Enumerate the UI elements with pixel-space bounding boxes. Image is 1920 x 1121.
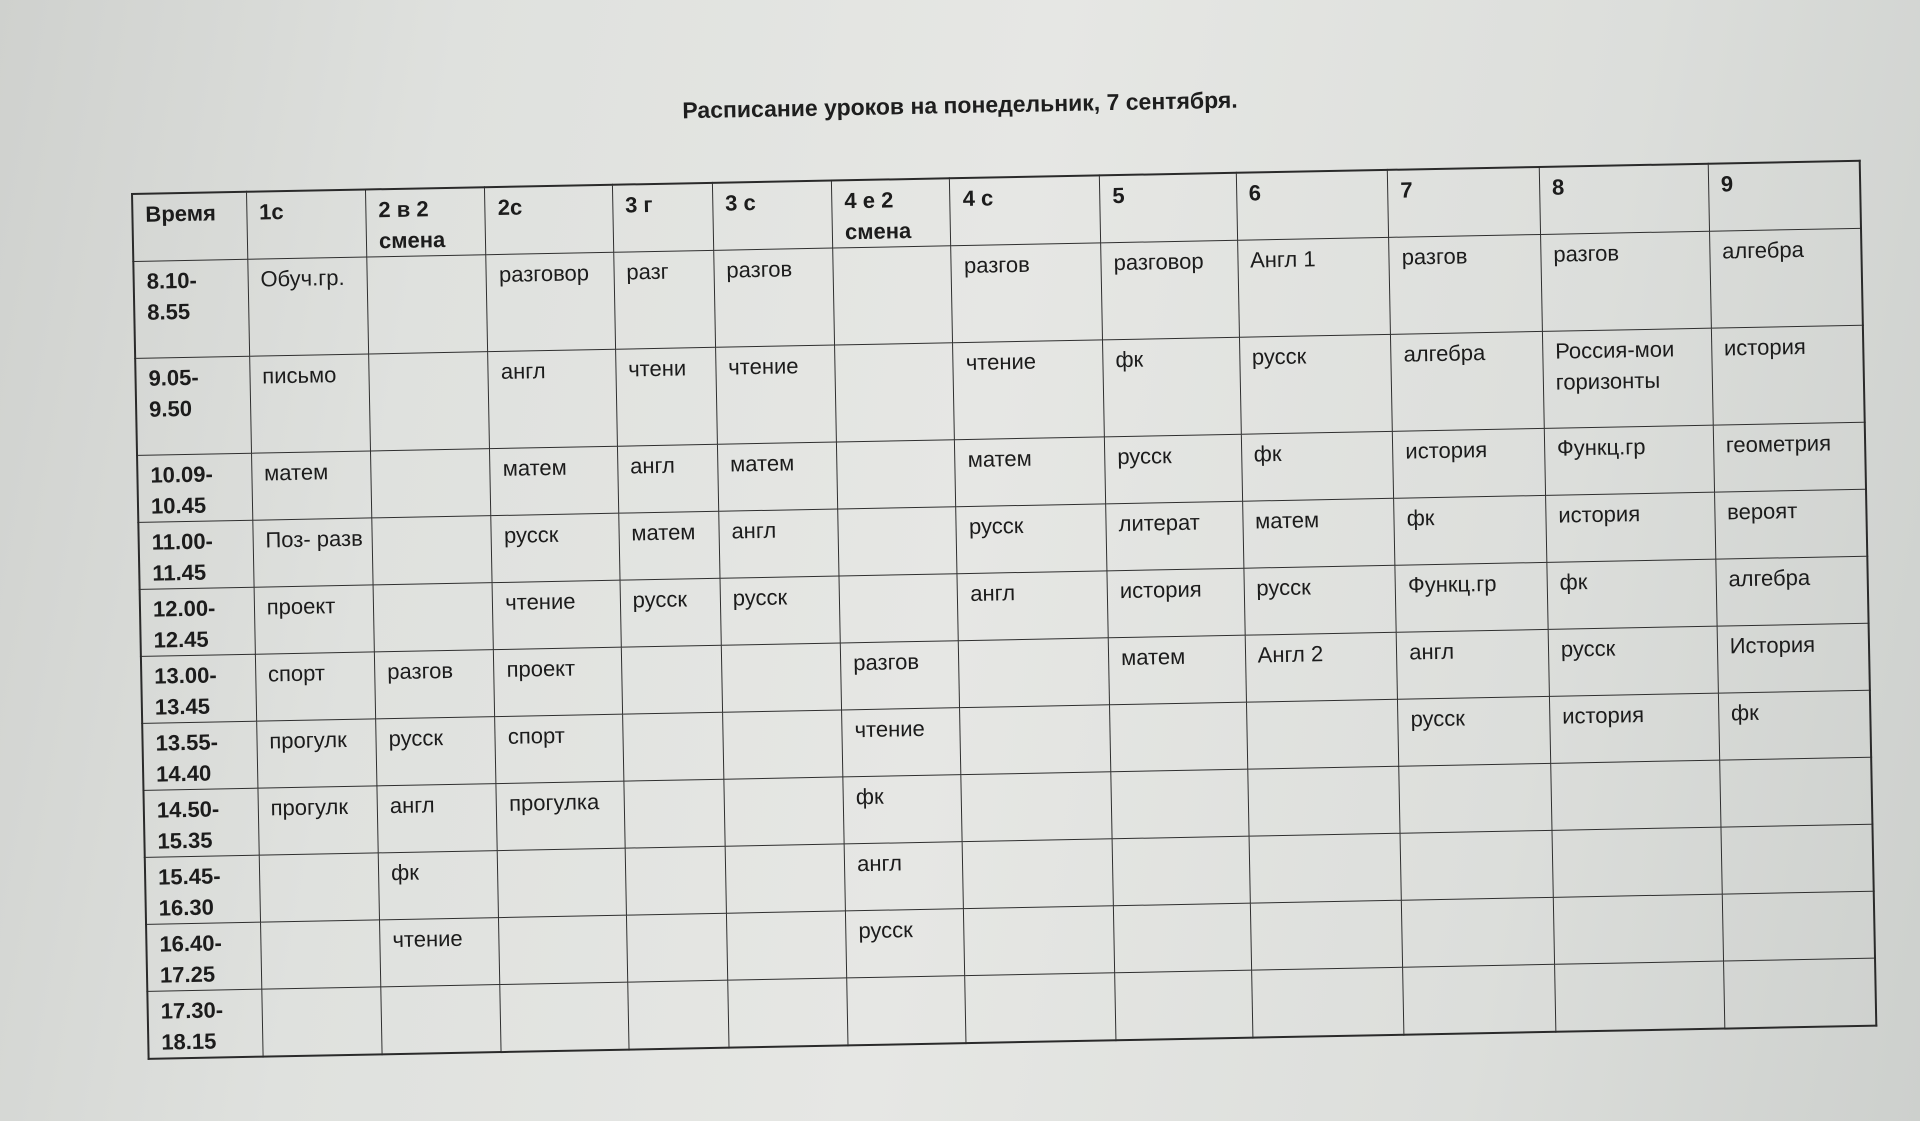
lesson-cell: чтени — [615, 347, 717, 446]
lesson-cell: русск — [720, 576, 841, 645]
lesson-cell: разг — [613, 250, 715, 349]
lesson-cell: разгов — [714, 248, 835, 347]
lesson-cell — [959, 638, 1110, 708]
lesson-cell: матем — [251, 451, 372, 520]
lesson-cell — [373, 583, 494, 652]
lesson-cell: матем — [618, 511, 719, 580]
lesson-cell — [835, 343, 955, 442]
lesson-cell — [960, 705, 1111, 775]
lesson-cell: англ — [488, 349, 617, 448]
lesson-cell — [847, 976, 967, 1046]
lesson-cell — [1110, 702, 1248, 772]
lesson-cell: литерат — [1106, 501, 1244, 571]
lesson-cell: англ — [719, 509, 840, 578]
lesson-cell: алгебра — [1391, 331, 1544, 431]
time-cell: 10.09- 10.45 — [137, 453, 253, 522]
time-cell: 8.10- 8.55 — [133, 259, 249, 358]
lesson-cell: спорт — [255, 652, 376, 721]
lesson-cell — [964, 906, 1115, 976]
lesson-cell — [259, 853, 380, 922]
lesson-cell — [367, 255, 488, 354]
lesson-cell: фк — [378, 851, 499, 920]
lesson-cell: русск — [1104, 434, 1242, 504]
lesson-cell: матем — [490, 446, 619, 515]
lesson-cell — [260, 920, 381, 989]
lesson-cell — [838, 507, 958, 576]
lesson-cell — [1249, 833, 1402, 903]
lesson-cell: фк — [843, 775, 963, 844]
lesson-cell — [1402, 897, 1555, 967]
lesson-cell: история — [1393, 428, 1546, 498]
lesson-cell: русск — [376, 717, 497, 786]
lesson-cell: Англ 1 — [1237, 237, 1390, 337]
lesson-cell — [624, 779, 725, 848]
header-class-6: 6 — [1236, 170, 1389, 240]
time-cell: 13.55- 14.40 — [142, 721, 258, 790]
lesson-cell — [372, 516, 493, 585]
lesson-cell — [371, 449, 492, 518]
lesson-cell — [833, 246, 953, 345]
lesson-cell: русск — [1239, 334, 1392, 434]
lesson-cell: русск — [846, 909, 966, 978]
lesson-cell: фк — [1718, 690, 1871, 760]
lesson-cell — [381, 985, 502, 1055]
lesson-cell: русск — [956, 504, 1107, 574]
lesson-cell: русск — [1548, 626, 1718, 696]
lesson-cell — [622, 712, 723, 781]
lesson-cell: разгов — [1389, 234, 1542, 334]
time-cell: 11.00- 11.45 — [138, 520, 254, 589]
lesson-cell — [500, 982, 629, 1052]
lesson-cell — [1112, 836, 1250, 906]
header-class-8: 8 — [1539, 164, 1709, 235]
lesson-cell: чтение — [715, 345, 836, 444]
lesson-cell — [1719, 757, 1872, 827]
lesson-cell: история — [1549, 693, 1719, 763]
lesson-cell — [726, 911, 847, 980]
lesson-cell: прогулк — [258, 786, 379, 855]
lesson-cell: фк — [1547, 559, 1717, 629]
header-class-3c: 3 с — [712, 181, 833, 251]
lesson-cell: история — [1711, 325, 1865, 425]
lesson-cell — [837, 440, 957, 509]
schedule-table-wrapper — [131, 160, 1877, 1060]
lesson-cell — [722, 710, 843, 779]
lesson-cell: геометрия — [1713, 422, 1866, 492]
header-class-4e: 4 е 2 смена — [832, 178, 952, 248]
lesson-cell: матем — [717, 442, 838, 511]
lesson-cell: англ — [617, 444, 718, 513]
lesson-cell: чтение — [380, 918, 501, 987]
time-cell: 16.40- 17.25 — [146, 922, 262, 991]
lesson-cell: прогулк — [256, 719, 377, 788]
lesson-cell: фк — [1241, 431, 1394, 501]
lesson-cell: разгов — [840, 641, 960, 710]
lesson-cell — [1250, 900, 1403, 970]
lesson-cell: Функц.гр — [1544, 425, 1714, 495]
lesson-cell — [1113, 903, 1251, 973]
lesson-cell: матем — [1108, 635, 1246, 705]
lesson-cell: англ — [377, 784, 498, 853]
time-cell: 17.30- 18.15 — [147, 989, 263, 1059]
lesson-cell — [963, 839, 1114, 909]
lesson-cell: Обуч.гр. — [248, 257, 369, 356]
header-class-1c: 1с — [246, 189, 367, 259]
lesson-cell — [1403, 964, 1556, 1034]
schedule-table — [131, 160, 1877, 1060]
lesson-cell: история — [1545, 492, 1715, 562]
lesson-cell: Россия-мои горизонты — [1542, 328, 1713, 428]
header-class-2v: 2 в 2 смена — [366, 187, 487, 257]
lesson-cell: Англ 2 — [1245, 632, 1398, 702]
header-class-5: 5 — [1099, 173, 1237, 243]
lesson-cell: чтение — [492, 580, 621, 649]
lesson-cell — [961, 772, 1112, 842]
header-class-9: 9 — [1708, 161, 1861, 231]
lesson-cell — [1246, 699, 1399, 769]
lesson-cell: история — [1107, 568, 1245, 638]
lesson-cell: прогулка — [496, 781, 625, 850]
lesson-cell: вероят — [1714, 489, 1867, 559]
time-cell: 15.45- 16.30 — [145, 855, 261, 924]
lesson-cell — [1400, 830, 1553, 900]
header-time: Время — [132, 192, 248, 262]
lesson-cell: разгов — [374, 650, 495, 719]
lesson-cell: матем — [955, 437, 1106, 507]
lesson-cell: англ — [957, 571, 1108, 641]
lesson-cell: письмо — [249, 354, 370, 453]
lesson-cell: фк — [1394, 495, 1547, 565]
lesson-cell — [621, 645, 722, 714]
page-title: Расписание уроков на понедельник, 7 сентября. — [682, 86, 1238, 124]
header-class-4c: 4 с — [950, 175, 1101, 245]
lesson-cell: проект — [494, 647, 623, 716]
lesson-cell — [721, 643, 842, 712]
lesson-cell — [1115, 970, 1253, 1040]
lesson-cell: чтение — [953, 340, 1104, 440]
lesson-cell: разговор — [1101, 240, 1239, 340]
lesson-cell: Поз- разв — [253, 518, 374, 587]
lesson-cell — [1722, 891, 1875, 961]
time-cell: 9.05- 9.50 — [135, 356, 251, 455]
lesson-cell — [965, 973, 1116, 1043]
lesson-cell — [1552, 827, 1722, 897]
lesson-cell — [1554, 961, 1724, 1032]
lesson-cell — [1553, 894, 1723, 964]
lesson-cell: алгебра — [1709, 228, 1863, 328]
lesson-cell: История — [1717, 623, 1870, 693]
lesson-cell: русск — [1398, 696, 1551, 766]
lesson-cell — [262, 987, 383, 1057]
lesson-cell: проект — [254, 585, 375, 654]
lesson-cell: разгов — [1540, 231, 1711, 331]
lesson-cell — [369, 352, 490, 451]
lesson-cell: англ — [1396, 629, 1549, 699]
time-cell: 13.00- 13.45 — [141, 654, 257, 723]
time-cell: 14.50- 15.35 — [143, 788, 259, 857]
time-cell: 12.00- 12.45 — [140, 587, 256, 656]
lesson-cell — [1251, 967, 1404, 1037]
lesson-cell: разговор — [486, 252, 615, 351]
header-class-3g: 3 г — [612, 183, 713, 252]
schedule-body — [133, 228, 1876, 1059]
lesson-cell — [839, 574, 959, 643]
lesson-cell: русск — [1243, 565, 1396, 635]
lesson-cell — [1721, 824, 1874, 894]
header-class-2c: 2с — [485, 185, 614, 255]
lesson-cell: русск — [491, 513, 620, 582]
lesson-cell: матем — [1242, 498, 1395, 568]
lesson-cell — [499, 915, 628, 984]
lesson-cell — [627, 980, 728, 1049]
lesson-cell: фк — [1103, 337, 1241, 437]
lesson-cell — [1551, 760, 1721, 830]
lesson-cell — [724, 777, 845, 846]
lesson-cell — [725, 844, 846, 913]
lesson-cell — [626, 913, 727, 982]
lesson-cell: англ — [844, 842, 964, 911]
lesson-cell — [1399, 763, 1552, 833]
lesson-cell: спорт — [495, 714, 624, 783]
lesson-cell: Функц.гр — [1395, 562, 1548, 632]
lesson-cell — [1723, 958, 1876, 1028]
lesson-cell — [1247, 766, 1400, 836]
lesson-cell: чтение — [842, 708, 962, 777]
lesson-cell — [498, 848, 627, 917]
lesson-cell — [625, 846, 726, 915]
lesson-cell: русск — [620, 578, 721, 647]
lesson-cell — [728, 978, 849, 1048]
header-class-7: 7 — [1388, 167, 1541, 237]
lesson-cell: разгов — [951, 243, 1102, 343]
lesson-cell — [1111, 769, 1249, 839]
lesson-cell: алгебра — [1716, 556, 1869, 626]
